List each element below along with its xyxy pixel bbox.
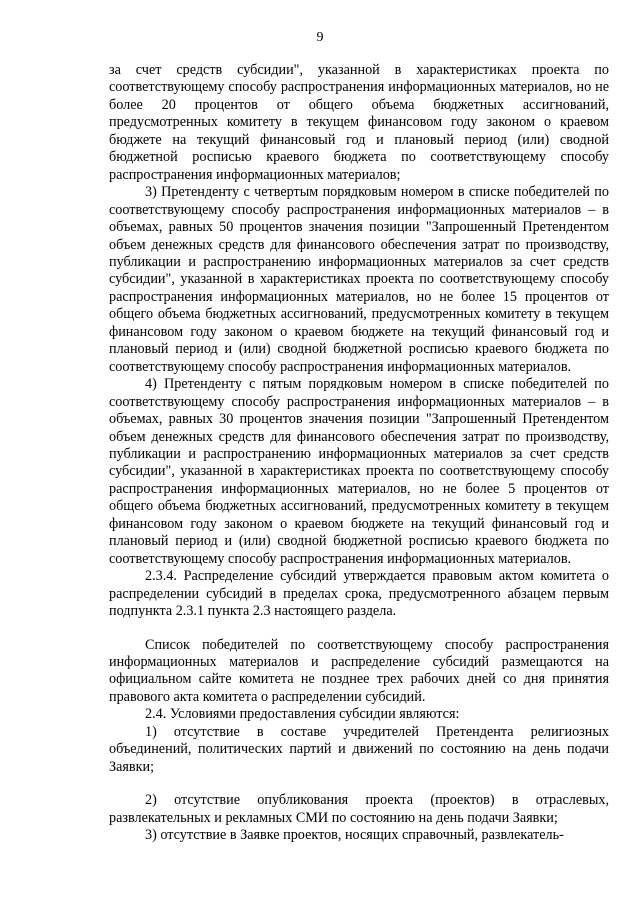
paragraph-condition-1: 1) отсутствие в составе учредителей Претендента религиозных объединений, политических партий и движений по состоянию на день подачи Заявки; — [109, 723, 609, 775]
paragraph-item-3: 3) Претенденту с четвертым порядковым номером в списке победителей по соответствующему способу распространения информационных материалов – в объемах, равных 50 процентов значения позиции "Запрошенный Претендентом объем денежных средств для финансового обеспечения затрат по производству, публикации и распространению информационных материалов за счет средств субсидии", указанной в характеристиках проекта по соответствующему способу распространения информационных материалов, но не более 15 процентов от общего объема бюджетных ассигнований, предусмотренных комитету в текущем финансовом году законом о краевом бюджете на текущий финансовый год и плановый период и (или) сводной бюджетной росписью краевого бюджета по соответствующему способу распространения информационных материалов. — [109, 184, 609, 375]
document-body — [109, 62, 609, 844]
paragraph-item-4: 4) Претенденту с пятым порядковым номером в списке победителей по соответствующему способу распространения информационных материалов – в объемах, равных 30 процентов значения позиции "Запрошенный Претендентом объем денежных средств для финансового обеспечения затрат по производству, публикации и распространению информационных материалов за счет средств субсидии", указанной в характеристиках проекта по соответствующему способу распространения информационных материалов, но не более 5 процентов от общего объема бюджетных ассигнований, предусмотренных комитету в текущем финансовом году законом о краевом бюджете на текущий финансовый год и плановый период и (или) сводной бюджетной росписью краевого бюджета по соответствующему способу распространения информационных материалов. — [109, 376, 609, 567]
paragraph-continuation: за счет средств субсидии", указанной в характеристиках проекта по соответствующему способу распространения информационных материалов, но не более 20 процентов от общего объема бюджетных ассигнований, предусмотренных комитету в текущем финансовом году законом о краевом бюджете на текущий финансовый год и плановый период (или) сводной бюджетной росписью краевого бюджета по соответствующему способу распространения информационных материалов; — [109, 62, 609, 183]
page-number: 9 — [316, 30, 324, 45]
paragraph-condition-2: 2) отсутствие опубликования проекта (проектов) в отраслевых, развлекательных и рекламных СМИ по состоянию на день подачи Заявки; — [109, 792, 609, 826]
paragraph-2-3-4: 2.3.4. Распределение субсидий утверждается правовым актом комитета о распределении субсидий в пределах срока, предусмотренного абзацем первым подпункта 2.3.1 пункта 2.3 настоящего раздела. — [109, 568, 609, 620]
paragraph-condition-3: 3) отсутствие в Заявке проектов, носящих справочный, развлекатель- — [145, 827, 564, 844]
paragraph-2-4-heading: 2.4. Условиями предоставления субсидии являются: — [145, 706, 460, 723]
paragraph-winners-list: Список победителей по соответствующему способу распространения информационных материалов и распределение субсидий размещаются на официальном сайте комитета не позднее трех рабочих дней со дня принятия правового акта комитета о распределении субсидий. — [109, 636, 609, 705]
